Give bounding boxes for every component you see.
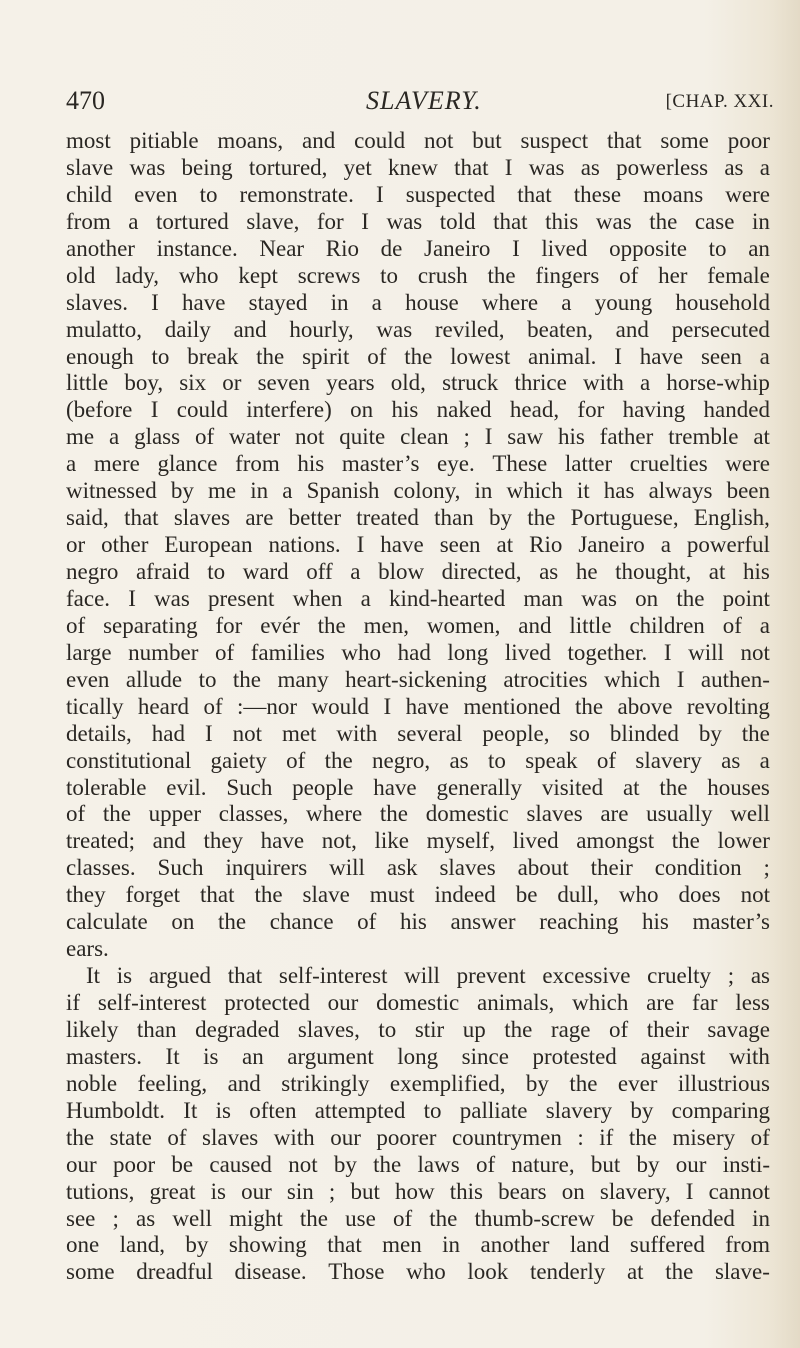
- text-line: likely than degraded slaves, to stir up the rage of their savage: [66, 1016, 770, 1042]
- text-line: classes. Such inquirers will ask slaves about their condition ;: [66, 855, 770, 881]
- text-line: of separating for evér the men, women, and little children of a: [66, 612, 770, 638]
- text-line: calculate on the chance of his answer reaching his master’s: [66, 909, 770, 935]
- text-line: witnessed by me in a Spanish colony, in which it has always been: [66, 478, 770, 504]
- text-line: old lady, who kept screws to crush the fingers of her female: [66, 262, 770, 288]
- text-line: masters. It is an argument long since protested against with: [66, 1043, 770, 1069]
- page-number: 470: [66, 86, 105, 115]
- text-line: mulatto, daily and hourly, was reviled, beaten, and persecuted: [66, 316, 770, 342]
- text-line: slave was being tortured, yet knew that I was as powerless as a: [66, 154, 770, 180]
- text-line: large number of families who had long lived together. I will not: [66, 639, 770, 665]
- text-line: treated; and they have not, like myself, lived amongst the lower: [66, 828, 770, 854]
- text-line: enough to break the spirit of the lowest animal. I have seen a: [66, 343, 770, 369]
- text-line: or other European nations. I have seen at Rio Janeiro a powerful: [66, 532, 770, 558]
- text-line: ears.: [66, 936, 109, 962]
- text-line: our poor be caused not by the laws of nature, but by our insti-: [66, 1151, 770, 1177]
- text-line: tolerable evil. Such people have generally visited at the houses: [66, 774, 770, 800]
- text-line: tutions, great is our sin ; but how this bears on slavery, I cannot: [66, 1178, 770, 1204]
- text-line: (before I could interfere) on his naked head, for having handed: [66, 397, 770, 423]
- text-line: see ; as well might the use of the thumb-screw be defended in: [66, 1205, 770, 1231]
- text-line: a mere glance from his master’s eye. These latter cruelties were: [66, 451, 770, 477]
- text-line: me a glass of water not quite clean ; I saw his father tremble at: [66, 424, 770, 450]
- text-line: face. I was present when a kind-hearted man was on the point: [66, 585, 770, 611]
- text-line: noble feeling, and strikingly exemplified, by the ever illustrious: [66, 1070, 770, 1096]
- text-line: negro afraid to ward off a blow directed, as he thought, at his: [66, 559, 770, 584]
- text-line: little boy, six or seven years old, struck thrice with a horse-whip: [66, 370, 770, 396]
- text-line: they forget that the slave must indeed be dull, who does not: [66, 882, 770, 908]
- text-line: of the upper classes, where the domestic slaves are usually well: [66, 801, 770, 827]
- text-line: one land, by showing that men in another land suffered from: [66, 1232, 770, 1258]
- text-line: child even to remonstrate. I suspected that these moans were: [66, 181, 770, 207]
- text-line: the state of slaves with our poorer countrymen : if the misery of: [66, 1124, 770, 1150]
- text-line: details, had I not met with several people, so blinded by the: [66, 720, 770, 746]
- body-text: [66, 128, 770, 1286]
- text-line: if self-interest protected our domestic animals, which are far less: [66, 990, 770, 1015]
- running-title: SLAVERY.: [366, 86, 482, 115]
- text-line: another instance. Near Rio de Janeiro I lived opposite to an: [66, 235, 770, 261]
- text-line: some dreadful disease. Those who look tenderly at the slave-: [66, 1259, 770, 1285]
- chapter-reference: [CHAP. XXI.: [665, 91, 774, 112]
- text-line: even allude to the many heart-sickening atrocities which I authen-: [66, 666, 770, 692]
- text-line: constitutional gaiety of the negro, as to speak of slavery as a: [66, 747, 770, 773]
- text-line: slaves. I have stayed in a house where a young household: [66, 289, 770, 315]
- page-header: [66, 86, 780, 118]
- text-line: Humboldt. It is often attempted to palliate slavery by comparing: [66, 1097, 770, 1123]
- text-line: from a tortured slave, for I was told that this was the case in: [66, 208, 770, 234]
- text-line: It is argued that self-interest will prevent excessive cruelty ; as: [86, 963, 770, 989]
- text-line: said, that slaves are better treated than by the Portuguese, English,: [66, 505, 770, 531]
- text-line: tically heard of :—nor would I have mentioned the above revolting: [66, 693, 770, 719]
- text-line: most pitiable moans, and could not but suspect that some poor: [66, 128, 770, 153]
